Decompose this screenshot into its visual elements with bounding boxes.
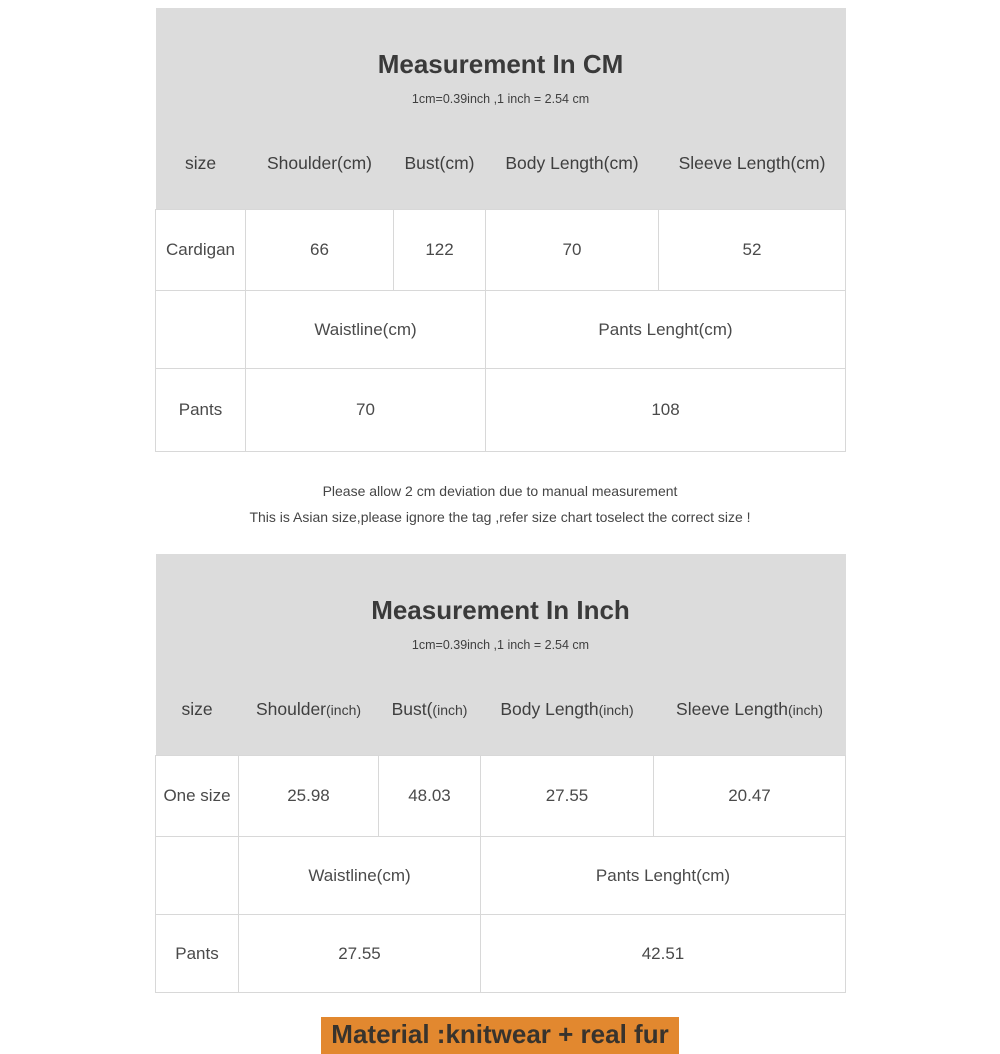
inch-title-row bbox=[156, 554, 846, 627]
cm-pants-waistline: 70 bbox=[246, 369, 486, 452]
cm-subheader-empty-cell bbox=[156, 291, 246, 369]
inch-table-subtitle: 1cm=0.39inch ,1 inch = 2.54 cm bbox=[156, 627, 846, 663]
note-deviation: Please allow 2 cm deviation due to manual measurement bbox=[322, 483, 678, 499]
material-line bbox=[155, 1017, 845, 1054]
cm-table-title: Measurement In CM bbox=[156, 8, 846, 81]
measurement-notes bbox=[155, 452, 845, 554]
inch-subheader-empty-cell bbox=[156, 837, 239, 915]
cm-subheader-row bbox=[156, 291, 846, 369]
cm-header-shoulder: Shoulder(cm) bbox=[246, 117, 394, 210]
material-highlight: Material :knitwear + real fur bbox=[321, 1017, 678, 1054]
cm-cardigan-bust: 122 bbox=[394, 210, 486, 291]
inch-onesize-shoulder: 25.98 bbox=[239, 756, 379, 837]
cm-header-body-length: Body Length(cm) bbox=[486, 117, 659, 210]
cm-cardigan-sleeve-length: 52 bbox=[659, 210, 846, 291]
inch-header-row bbox=[156, 663, 846, 756]
inch-header-shoulder: Shoulder(inch) bbox=[239, 663, 379, 756]
cm-subheader-pants-length: Pants Lenght(cm) bbox=[486, 291, 846, 369]
cm-subheader-waistline: Waistline(cm) bbox=[246, 291, 486, 369]
cm-row-pants bbox=[156, 369, 846, 452]
size-chart-sheet bbox=[155, 8, 845, 1054]
inch-onesize-label: One size bbox=[156, 756, 239, 837]
inch-subtitle-row bbox=[156, 627, 846, 663]
inch-row-onesize bbox=[156, 756, 846, 837]
inch-table-title: Measurement In Inch bbox=[156, 554, 846, 627]
cm-subtitle-row bbox=[156, 81, 846, 117]
inch-header-bust: Bust((inch) bbox=[379, 663, 481, 756]
cm-title-row bbox=[156, 8, 846, 81]
note-asian-size: This is Asian size,please ignore the tag ,refer size chart toselect the correct size ! bbox=[249, 509, 751, 525]
cm-table-subtitle: 1cm=0.39inch ,1 inch = 2.54 cm bbox=[156, 81, 846, 117]
inch-header-body-length: Body Length(inch) bbox=[481, 663, 654, 756]
inch-header-size: size bbox=[156, 663, 239, 756]
cm-header-size: size bbox=[156, 117, 246, 210]
cm-cardigan-body-length: 70 bbox=[486, 210, 659, 291]
inch-pants-waistline: 27.55 bbox=[239, 915, 481, 993]
inch-row-pants bbox=[156, 915, 846, 993]
inch-onesize-bust: 48.03 bbox=[379, 756, 481, 837]
inch-pants-length: 42.51 bbox=[481, 915, 846, 993]
cm-pants-length: 108 bbox=[486, 369, 846, 452]
inch-subheader-waistline: Waistline(cm) bbox=[239, 837, 481, 915]
inch-table bbox=[155, 554, 846, 993]
inch-subheader-row bbox=[156, 837, 846, 915]
inch-onesize-sleeve-length: 20.47 bbox=[654, 756, 846, 837]
cm-table bbox=[155, 8, 846, 452]
cm-pants-label: Pants bbox=[156, 369, 246, 452]
inch-header-sleeve-length: Sleeve Length(inch) bbox=[654, 663, 846, 756]
cm-header-row bbox=[156, 117, 846, 210]
inch-subheader-pants-length: Pants Lenght(cm) bbox=[481, 837, 846, 915]
cm-cardigan-label: Cardigan bbox=[156, 210, 246, 291]
cm-row-cardigan bbox=[156, 210, 846, 291]
cm-header-sleeve-length: Sleeve Length(cm) bbox=[659, 117, 846, 210]
cm-header-bust: Bust(cm) bbox=[394, 117, 486, 210]
cm-cardigan-shoulder: 66 bbox=[246, 210, 394, 291]
inch-onesize-body-length: 27.55 bbox=[481, 756, 654, 837]
inch-pants-label: Pants bbox=[156, 915, 239, 993]
